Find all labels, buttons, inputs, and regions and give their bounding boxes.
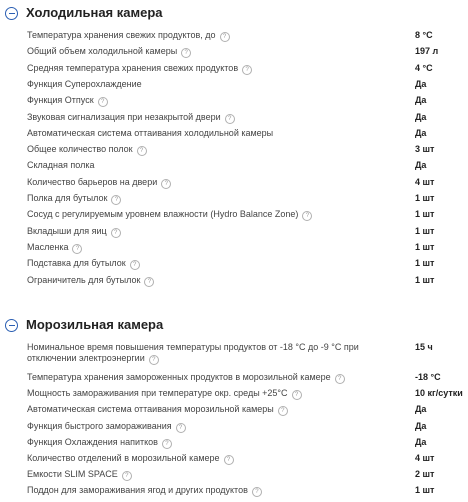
spec-value: 4 °C [415, 62, 433, 73]
spec-label [27, 63, 387, 75]
info-icon[interactable]: ? [144, 277, 154, 287]
spec-label [27, 453, 387, 465]
info-icon[interactable]: ? [111, 228, 121, 238]
spec-row [0, 112, 468, 128]
spec-value: 8 °C [415, 30, 433, 40]
spec-row [0, 226, 468, 242]
spec-value: 197 л [415, 46, 439, 57]
spec-label-text: Автоматическая система оттаивания холодильной камеры [27, 127, 274, 138]
spec-label-text: Температура хранения свежих продуктов, до [27, 30, 216, 40]
spec-row [0, 209, 468, 225]
info-icon[interactable]: ? [278, 406, 288, 416]
spec-row [0, 275, 468, 291]
spec-label [27, 388, 387, 400]
spec-value: 3 шт [415, 144, 435, 155]
spec-label-text: Функция Охлаждения напитков [27, 436, 158, 447]
info-icon[interactable]: ? [181, 48, 191, 58]
spec-label-text: Сосуд с регулируемым уровнем влажности (Hydro Balance Zone) [27, 209, 299, 220]
spec-label [27, 485, 387, 497]
spec-label-text: Мощность замораживания при температуре окр. среды +25°C [27, 388, 288, 399]
spec-value: Да [415, 420, 427, 431]
freezer-section [0, 316, 468, 338]
spec-label-text: Масленка [27, 241, 69, 252]
spec-label-text: Функция быстрого замораживания [27, 420, 172, 431]
spec-value: 1 шт [415, 258, 435, 269]
info-icon[interactable]: ? [122, 471, 132, 481]
info-icon[interactable]: ? [130, 260, 140, 270]
spec-row [0, 421, 468, 437]
spec-label [27, 46, 387, 58]
info-icon[interactable]: ? [302, 211, 312, 221]
spec-row [0, 144, 468, 160]
spec-value: 4 шт [415, 453, 435, 463]
info-icon[interactable]: ? [224, 455, 234, 465]
info-icon[interactable]: ? [176, 423, 186, 433]
info-icon[interactable]: ? [137, 146, 147, 156]
spec-value: 1 шт [415, 274, 435, 285]
spec-label-text: Поддон для замораживания ягод и других продуктов [27, 485, 248, 496]
spec-row [0, 372, 468, 388]
spec-row [0, 437, 468, 453]
info-icon[interactable]: ? [149, 355, 159, 365]
spec-value: 4 шт [415, 176, 435, 187]
spec-label [27, 421, 387, 433]
info-icon[interactable]: ? [335, 374, 345, 384]
spec-label-text: Количество барьеров на двери [27, 176, 158, 187]
info-icon[interactable]: ? [252, 487, 262, 497]
spec-label-text: Полка для бутылок [27, 193, 108, 203]
spec-row [0, 160, 468, 176]
spec-label [27, 177, 387, 189]
spec-value: Да [415, 404, 427, 415]
spec-value: Да [415, 436, 427, 447]
spec-value: 1 шт [415, 241, 435, 252]
info-icon[interactable]: ? [225, 114, 235, 124]
spec-label-text: Автоматическая система оттаивания морозильной камеры [27, 404, 274, 415]
spec-row [0, 342, 468, 372]
spec-value: 15 ч [415, 342, 433, 352]
spec-label-text: Ограничитель для бутылок [27, 274, 141, 285]
spec-label-text: Температура хранения замороженных продуктов в морозильной камере [27, 372, 331, 382]
spec-label [27, 372, 387, 384]
spec-label [27, 342, 387, 365]
spec-label-text: Функция Отпуск [27, 95, 94, 106]
spec-label-text: Подставка для бутылок [27, 258, 126, 269]
spec-value: 1 шт [415, 485, 435, 496]
spec-label-text: Функция Суперохлаждение [27, 78, 142, 89]
spec-value: Да [415, 127, 427, 138]
spec-value: Да [415, 95, 427, 106]
spec-value: Да [415, 111, 427, 122]
spec-label [27, 469, 387, 481]
spec-label-text: Номинальное время повышения температуры продуктов от -18 °C до -9 °C при отключении электроэнергии [27, 342, 359, 363]
info-icon[interactable]: ? [220, 32, 230, 42]
spec-label [27, 79, 387, 90]
spec-label [27, 30, 387, 42]
info-icon[interactable]: ? [242, 65, 252, 75]
info-icon[interactable]: ? [72, 244, 82, 254]
freezer-section-header[interactable] [0, 316, 468, 338]
spec-label-text: Количество отделений в морозильной камере [27, 453, 220, 463]
spec-label [27, 95, 387, 107]
spec-row [0, 242, 468, 258]
spec-row [0, 469, 468, 485]
spec-label [27, 209, 387, 221]
spec-row [0, 485, 468, 501]
spec-row [0, 453, 468, 469]
spec-label [27, 193, 387, 205]
spec-label-text: Звуковая сигнализация при незакрытой двери [27, 111, 221, 122]
fridge-section [0, 4, 468, 26]
spec-row [0, 95, 468, 111]
info-icon[interactable]: ? [98, 97, 108, 107]
info-icon[interactable]: ? [111, 195, 121, 205]
spec-label [27, 275, 387, 287]
info-icon[interactable]: ? [292, 390, 302, 400]
spec-row [0, 63, 468, 79]
fridge-section-title: Холодильная камера [26, 5, 163, 20]
spec-label [27, 258, 387, 270]
spec-row [0, 30, 468, 46]
spec-row [0, 128, 468, 144]
spec-row [0, 177, 468, 193]
spec-label-text: Вкладыши для яиц [27, 225, 107, 236]
info-icon[interactable]: ? [162, 439, 172, 449]
spec-label [27, 112, 387, 124]
spec-label [27, 404, 387, 416]
freezer-section-title: Морозильная камера [26, 317, 164, 332]
collapse-minus-icon[interactable] [5, 7, 18, 20]
spec-label [27, 128, 387, 139]
spec-value: 10 кг/сутки [415, 388, 463, 399]
spec-label-text: Общий объем холодильной камеры [27, 46, 178, 57]
info-icon[interactable]: ? [161, 179, 171, 189]
spec-label-text: Средняя температура хранения свежих продуктов [27, 62, 239, 73]
spec-label [27, 226, 387, 238]
spec-value: Да [415, 160, 427, 171]
spec-value: -18 °C [415, 372, 441, 382]
spec-value: 1 шт [415, 193, 435, 203]
spec-label-text: Складная полка [27, 160, 95, 171]
spec-label-text: Емкости SLIM SPACE [27, 469, 118, 480]
spec-row [0, 79, 468, 95]
spec-value: Да [415, 78, 427, 89]
spec-label [27, 437, 387, 449]
spec-label [27, 160, 387, 171]
spec-label-text: Общее количество полок [27, 144, 133, 155]
fridge-section-header[interactable] [0, 4, 468, 26]
spec-label [27, 242, 387, 254]
spec-value: 2 шт [415, 469, 435, 480]
spec-value: 1 шт [415, 225, 435, 236]
spec-row [0, 404, 468, 420]
spec-row [0, 193, 468, 209]
spec-row [0, 388, 468, 404]
spec-row [0, 46, 468, 62]
spec-label [27, 144, 387, 156]
spec-value: 1 шт [415, 209, 435, 220]
collapse-minus-icon[interactable] [5, 319, 18, 332]
spec-row [0, 258, 468, 274]
